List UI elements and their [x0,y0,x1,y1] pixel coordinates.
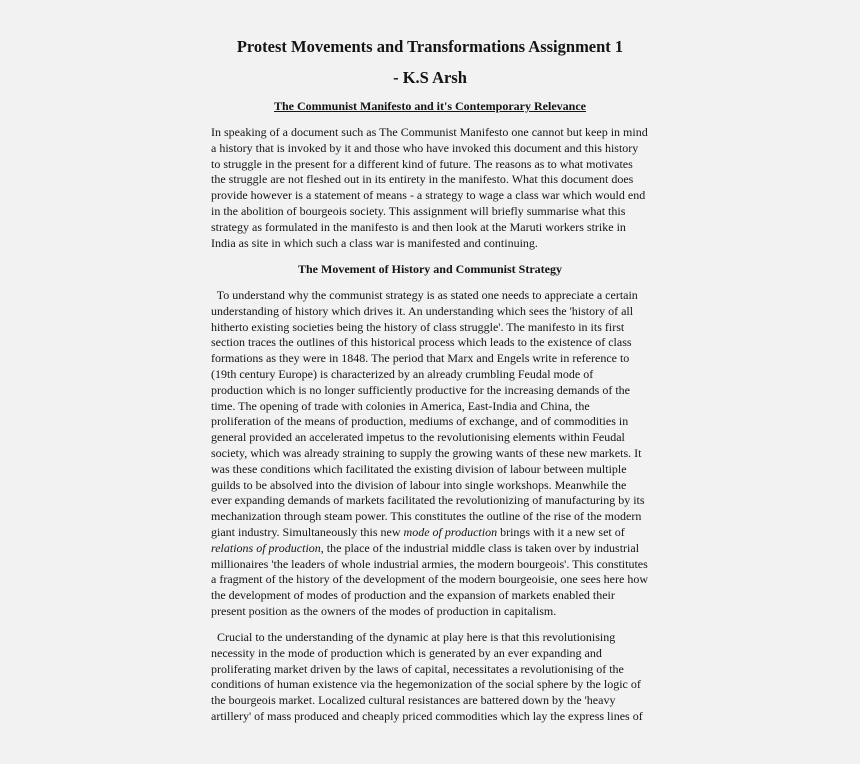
text-line: To understand why the communist strategy is as stated one needs to appreciate a certain [211,288,638,302]
text-line: Crucial to the understanding of the dynamic at play here is that this revolutionising [211,630,616,644]
document-title: Protest Movements and Transformations Assignment 1 [236,37,624,56]
text-line: the bourgeois market. Localized cultural resistances are battered down by the 'heavy [211,693,616,708]
text-line: the development of modes of production and the expansion of markets enabled their [211,588,615,603]
text-line: general provided an accelerated impetus to the revolutionising elements within Feudal [211,430,625,445]
text-line: hitherto existing societies being the history of class struggle'. The manifesto in its first [211,319,625,334]
text-line: proliferating market driven by the laws of capital, necessitates a revolutionising of the [211,661,624,676]
paragraph-intro [211,125,651,251]
text-line: provide however is a statement of means - a strategy to wage a class war which would end [211,188,646,203]
text-line: to struggle in the present for a different kind of future. The reasons as to what motivates [211,156,633,171]
text-line: guilds to be absolved into the division of labour into single workshops. Meanwhile the [211,477,627,492]
text-line: In speaking of a document such as The Communist Manifesto one cannot but keep in mind [211,125,648,139]
text-line: the struggle are not fleshed out in its entirety in the manifesto. What this document does [211,172,634,187]
text-line: artillery' of mass produced and cheaply priced commodities which lay the express lines of [211,708,643,723]
text-line: section traces the outlines of this historical process which leads to the existence of class [211,335,632,350]
paragraph-history [211,288,651,620]
text-line: time. The opening of trade with colonies in America, East-India and China, the [211,398,590,413]
text-line: production which is no longer sufficiently productive for the increasing demands of the [211,382,631,397]
paragraph-crucial [211,630,651,725]
text-line: conditions of human existence via the hegemonization of the social sphere by the logic of [211,677,641,692]
text-line: society, which was already straining to supply the growing wants of these new markets. It [211,445,642,460]
text-line: formations as they were in 1848. The period that Marx and Engels write in reference to [211,351,630,366]
text-line: was these conditions which facilitated the existing division of labour between multiple [211,461,627,476]
text-line: ever expanding demands of markets facilitated the revolutionizing of manufacturing by its [211,493,645,508]
document-author: - K.S Arsh [393,68,467,87]
text-segment: , the place of the industrial middle class is taken over by industrial [320,540,640,555]
text-line: a fragment of the history of the development of the modern bourgeoisie, one sees here how [211,572,648,587]
text-line: necessity in the mode of production which is generated by an ever expanding and [211,645,602,660]
text-line-mixed [211,525,651,541]
text-line: present position as the owners of the modes of production in capitalism. [211,603,557,618]
text-line: a history that is invoked by it and those who have invoked this document and this history [211,140,639,155]
text-line: in the abolition of bourgeois society. This assignment will briefly summarise what this [211,203,626,218]
text-segment: brings with it a new set of [497,524,625,539]
text-line: India as site in which such a class war is manifested and continuing. [211,235,538,250]
section-heading: The Movement of History and Communist Strategy [298,262,562,276]
document-subtitle: The Communist Manifesto and it's Contemporary Relevance [274,99,586,113]
italic-term-mode-of-production: mode of production [403,524,498,539]
text-segment: giant industry. Simultaneously this new [211,524,404,539]
text-line: mechanization through steam power. This constitutes the outline of the rise of the modern [211,509,642,524]
text-line: strategy as formulated in the manifesto is and then look at the Maruti workers strike in [211,219,626,234]
text-line: proliferation of the means of production, mediums of exchange, and of commodities in [211,414,629,429]
text-line-mixed [211,541,651,557]
italic-term-relations-of-production: relations of production [211,540,321,555]
text-line: millionaires 'the leaders of whole industrial armies, the modern bourgeois'. This constitutes [211,556,648,571]
text-line: (19th century Europe) is characterized by an already crumbling Feudal mode of [211,366,594,381]
text-line: understanding of history which drives it. An understanding which sees the 'history of all [211,303,634,318]
